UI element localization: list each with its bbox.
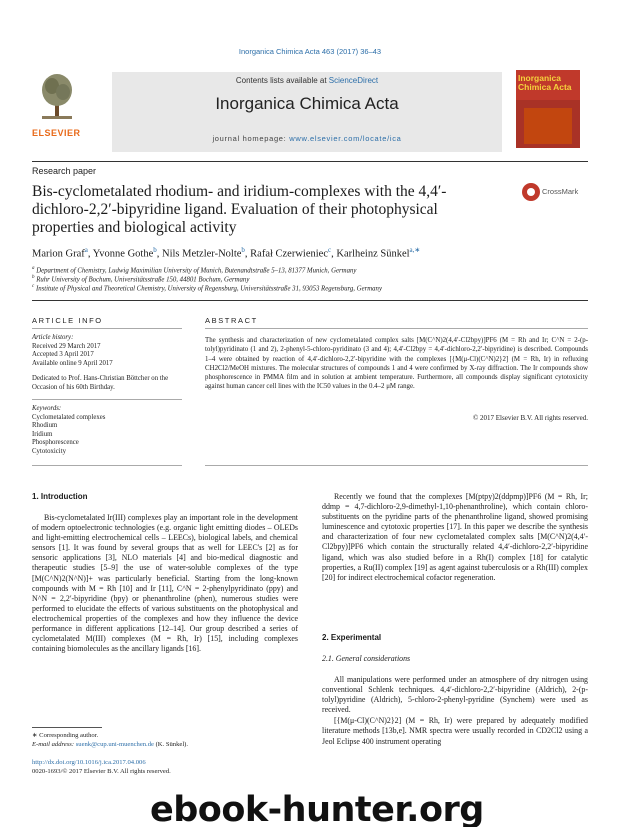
affiliation-marker: c — [32, 284, 35, 289]
keyword: Cyclometalated complexes — [32, 413, 106, 421]
front-matter-divider — [32, 300, 588, 301]
elsevier-tree-icon — [40, 72, 74, 120]
author-list: Marion Graf$^a$, Yvonne Gothe$^b$, Nils Metzler-Nolte$^b$, Rafał Czerwieniec$^c$, Karlheinz Sünkel$^{a,∗}$ — [32, 246, 421, 260]
keywords-block — [32, 405, 162, 457]
journal-homepage-line — [112, 134, 502, 143]
article-info-heading: ARTICLE INFO — [32, 316, 103, 325]
doi-link[interactable]: http://dx.doi.org/10.1016/j.ica.2017.04.006 — [32, 759, 146, 766]
keyword: Iridium — [32, 430, 53, 438]
affiliation-marker: a — [32, 266, 35, 271]
paragraph: All manipulations were performed under an atmosphere of dry nitrogen using conventional Schlenk techniques. 4,4′-dichloro-2,2′-bipyridine (Aldrich), 2-(p-tolyl)pyridine (Aldrich), 5-chloro-2-phenyl-pyridine (Synchem) were used as received. — [322, 675, 588, 715]
author-name: Karlheinz Sünkel — [336, 248, 410, 260]
homepage-prefix: journal homepage: — [212, 134, 287, 143]
cover-graphic — [524, 108, 572, 144]
journal-reference[interactable]: Inorganica Chimica Acta 463 (2017) 36–43 — [238, 47, 382, 56]
paper-type: Research paper — [32, 166, 97, 176]
history-received: Received 29 March 2017 — [32, 342, 101, 350]
affiliation — [32, 275, 592, 283]
paragraph: [{M(μ-Cl)(C^N)2}2] (M = Rh, Ir) were prepared by adequately modified literature methods [13b,e]. NMR spectra were usually recorded in CD2Cl2 using a Jeol Eclipse 400 instrument operating — [322, 716, 588, 746]
author-affil-link[interactable]: a — [84, 246, 88, 254]
crossmark-badge[interactable] — [522, 183, 582, 213]
paragraph: Bis-cyclometalated Ir(III) complexes play an important role in the development of modern optoelectronic technologies (e.g. organic light emitting diodes – OLEDs and light-emitting electrochemical cells – LEECs), biological labels, and chemical sensors [1]. It was found by several groups that as well for LEEC's [2] as for sensoric applications [3], NLO materials [4] and bio-medical diagnostic and therapeutic studies [5–9] the use of water-soluble complexes of the type [M(C^N)2(N^N)]+ was particularly beneficial. Starting from the long-known compounds with M = Rh [10] and Ir [11], C^N = 2-phenylpyridinato (ppy) and N^N = 2,2′-bipyridine (bpy) or phenanthroline (phen), numerous studies were performed to elucidate the effects of various substituents on the photophysical and electrochemical properties of the complexes and how they influence the device performance in different applications [12–14]. Our group described a series of cyclometalated M(III) complexes (M = Rh, Ir) [15], including complexes containing biomolecules as the ancillary ligands [16]. — [32, 513, 298, 654]
crossmark-label: CrossMark — [542, 187, 579, 196]
author-name: Marion Graf — [32, 248, 85, 260]
affiliation-text: Institute of Physical and Theoretical Chemistry, University of Regensburg, Universitätsstraße 31, 93053 Regensburg, Germany — [35, 285, 382, 293]
footnote-rule — [32, 727, 102, 728]
article-history — [32, 334, 162, 368]
author-affil-link[interactable]: b — [241, 246, 245, 254]
affiliation — [32, 266, 592, 274]
author-name: Yvonne Gothe — [92, 248, 154, 260]
history-label: Article history: — [32, 334, 74, 341]
email-link[interactable]: suenk@cup.uni-muenchen.de — [75, 741, 154, 748]
keyword: Phosphorescence — [32, 439, 79, 447]
paragraph: Recently we found that the complexes [M(ptpy)2(ddpmp)]PF6 (M = Rh, Ir; ddmp = 4,7-dichloro-2,9-dimethyl-1,10-phenanthroline), which contain chloro-substituents on the pyridine parts of the phenanthroline ligand, showed promising luminescence and cytotoxic properties [17]. In this paper we describe the synthesis and characterization of four new cyclometalated complex salts [M(C^N)2(4,4′-Cl2bpy)]PF6 which contain the structurally related 4,4′-dichloro-2,2′-bipyridine ligand, which was also studied before in a Rh(I) complex [18] for catalytic properties, a Ru(II) complex [19] as agent against tuberculosis or a Rh(III) complex [20] for indirect electrochemical cofactor regeneration. — [322, 492, 588, 582]
dedication: Dedicated to Prof. Hans-Christian Böttcher on the Occasion of his 60th Birthday. — [32, 375, 169, 391]
history-accepted: Accepted 3 April 2017 — [32, 351, 94, 359]
cover-title: Inorganica Chimica Acta — [518, 73, 572, 92]
affiliation — [32, 284, 592, 292]
issn-copyright: 0020-1693/© 2017 Elsevier B.V. All rights reserved. — [32, 768, 171, 775]
section-heading-experimental: 2. Experimental — [322, 633, 382, 642]
subsection-heading-general: 2.1. General considerations — [322, 654, 411, 663]
keyword: Rhodium — [32, 422, 58, 430]
affiliation-marker: b — [32, 275, 35, 280]
abstract-rule — [205, 328, 588, 329]
info-end-rule — [32, 465, 182, 466]
contents-prefix: Contents lists available at — [235, 76, 327, 85]
corresponding-author-note: ∗ Corresponding author. — [32, 732, 99, 739]
history-online: Available online 9 April 2017 — [32, 359, 113, 367]
email-suffix: (K. Sünkel). — [155, 741, 189, 748]
homepage-link[interactable]: www.elsevier.com/locate/ica — [289, 134, 402, 143]
experimental-paragraphs — [322, 675, 588, 747]
abstract-text: The synthesis and characterization of new cyclometalated complex salts [M(C^N)2(4,4′-Cl2bpy)]PF6 (M = Rh and Ir; C^N = 2-(p-tolyl)pyridinato (1 and 2), 2-phenyl-5-chloro-pyridinato (3 and 4); 4,4′-Cl2bpy = 4,4′-dichloro-2,2′-bipyridine) is described. Compounds 1–4 were obtained by reaction of 4,4′-dichloro-2,2′-bipyridine with the complexes [{M(μ-Cl)(C^N)2}2] (M = Rh, Ir) in refluxing CH2Cl2/MeOH mixtures. The molecular structures of compounds 1 and 4 were confirmed by X-ray diffraction. The Ir compounds show phosphorescence in PMMA film and in solution at ambient temperature. Furthermore, all compounds display significant cytotoxicity against human cancer cell lines with the IC50 values in the 0.4–2 μM range. — [205, 337, 588, 391]
header-divider — [32, 161, 588, 162]
keyword: Cytotoxicity — [32, 447, 66, 455]
contents-available-line — [112, 76, 502, 85]
author-name: Rafał Czerwieniec — [250, 248, 328, 260]
crossmark-icon-center — [527, 188, 535, 196]
email-label: E-mail address: — [32, 741, 75, 748]
section-heading-introduction: 1. Introduction — [32, 492, 88, 501]
watermark-text: ebook-hunter.org — [150, 790, 484, 827]
email-line — [32, 741, 292, 749]
author-affil-link[interactable]: b — [153, 246, 157, 254]
journal-cover-image — [516, 70, 580, 148]
article-info-rule — [32, 328, 182, 329]
abstract-copyright: © 2017 Elsevier B.V. All rights reserved. — [472, 414, 588, 422]
right-column-paragraph — [322, 492, 588, 583]
abstract-heading: ABSTRACT — [205, 316, 258, 325]
journal-title: Inorganica Chimica Acta — [215, 94, 399, 113]
sciencedirect-link[interactable]: ScienceDirect — [328, 76, 379, 85]
introduction-paragraph — [32, 513, 298, 654]
author-affil-link[interactable]: a,∗ — [409, 246, 421, 254]
keywords-rule — [32, 399, 182, 400]
author-name: Nils Metzler-Nolte — [162, 248, 242, 260]
abstract-end-rule — [205, 465, 588, 466]
author-affil-link[interactable]: c — [328, 246, 332, 254]
affiliation-text: Ruhr University of Bochum, Universitätsstraße 150, 44801 Bochum, Germany — [36, 276, 250, 284]
elsevier-logo — [32, 70, 80, 146]
affiliation-text: Department of Chemistry, Ludwig Maximilian University of Munich, Butenandtstraße 5–13, 81377 Munich, Germany — [36, 267, 357, 275]
elsevier-wordmark: ELSEVIER — [32, 128, 81, 138]
keywords-label: Keywords: — [32, 405, 62, 412]
article-title: Bis-cyclometalated rhodium- and iridium-complexes with the 4,4′-dichloro-2,2′-bipyridine ligand. Evaluation of their photophysical properties and biological activity — [32, 183, 447, 236]
